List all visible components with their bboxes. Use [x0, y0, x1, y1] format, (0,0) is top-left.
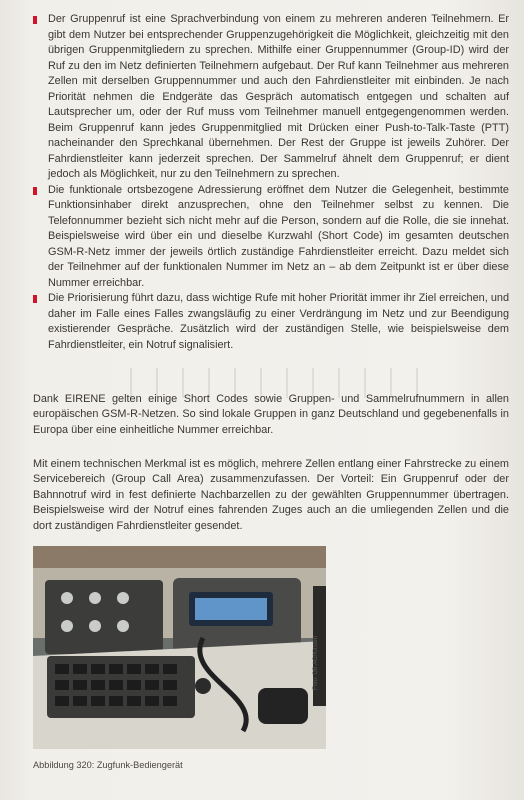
bullet-marker [33, 16, 37, 24]
bullet-text: Der Gruppenruf ist eine Sprachverbindung von einem zu mehreren anderen Teilnehmern. Er gibt dem Nutzer bei entsprechender Gruppenzugehörigkeit die Möglichkeit, gleichzeitig mit den übrigen Gruppenmitgliedern zu sprechen. Mithilfe einer Gruppennummer (Group-ID) wird der Ruf zu den im Netz definierten Teilnehmern aufgebaut. Der Ruf kann Teilnehmer aus mehreren Zellen mit derselben Gruppennummer und auch den Fahrdienstleiter mit einbinden. Je nach Priorität nehmen die Endgeräte das Gespräch automatisch entgegen und schalten auf Lautsprecher um, oder der Ruf muss vom Teilnehmer manuell entgegengenommen werden. Beim Gruppenruf kann jedes Gruppenmitglied mit Drücken einer Push-to-Talk-Taste (PTT) nacheinander den Sprechkanal übernehmen. Der Rest der Gruppe ist jeweils Zuhörer. Der Fahrdienstleiter kann jederzeit sprechen. Der Sammelruf ähnelt dem Gruppenruf; er dient jedoch als Möglichkeit, nur zu den Teilnehmern zu sprechen. [48, 13, 509, 180]
bullet-text: Die funktionale ortsbezogene Adressierung eröffnet dem Nutzer die Gelegenheit, bestimmte Funktionsinhaber direkt anzusprechen, ohne den Teilnehmer selbst zu kennen. Die Telefonnummer bezieht sich nicht mehr auf die Person, sondern auf die Rolle, die sie innehat. Beispielsweise wird über ein und dieselbe Kurzwahl (Short Code) im gesamten deutschen GSM-R-Netz immer der jeweils örtlich zuständige Fahrdienstleiter erreicht. Dazu meldet sich der Teilnehmer auf der funktionalen Nummer im Netz an – ab dem Zeitpunkt ist er über diese Nummer erreichbar. [48, 183, 509, 289]
bullet-marker [33, 187, 37, 195]
bullet-list [33, 12, 509, 353]
bullet-text: Die Priorisierung führt dazu, dass wichtige Rufe mit hoher Priorität immer ihr Ziel erreichen, und daher im Falle eines Falles zwangsläufig zu einer Verdrängung im Netz und zur Beendigung existierender Gespräche. Zusätzlich wird der zuständigen Stelle, wie beispielsweise dem Fahrdienstleiter, ein Notruf signalisiert. [48, 292, 509, 351]
bullet-item-priority [33, 291, 509, 353]
paragraph-group-call-area: Mit einem technischen Merkmal ist es möglich, mehrere Zellen entlang einer Fahrstrecke zu einem Servicebereich (Group Call Area) zusammenzufassen. Der Vorteil: Ein Gruppenruf oder der Bahnnotruf wird in fest definierte Nachbarzellen zu der gewählten Gruppennummer übertragen. Beispielsweise wird der Notruf eines fahrenden Zuges auch an die umliegenden Zellen und die dort zuständigen Fahrdienstleiter gesendet. [33, 457, 509, 532]
paragraph-eirene: Dank EIRENE gelten einige Short Codes sowie Gruppen- und Sammelrufnummern in allen europäischen GSM-R-Netzen. So sind lokale Gruppen in ganz Deutschland und gegebenenfalls in Europa über eine einheitliche Nummer erreichbar. [33, 392, 509, 436]
figure-photo-train-radio [33, 546, 326, 749]
photo-credit: Foto: DB AG/Kirsten [313, 635, 319, 690]
bullet-item-group-call [33, 12, 509, 183]
bullet-marker [33, 295, 37, 303]
figure-caption: Abbildung 320: Zugfunk-Bediengerät [33, 760, 183, 770]
bullet-item-functional-addressing [33, 183, 509, 292]
